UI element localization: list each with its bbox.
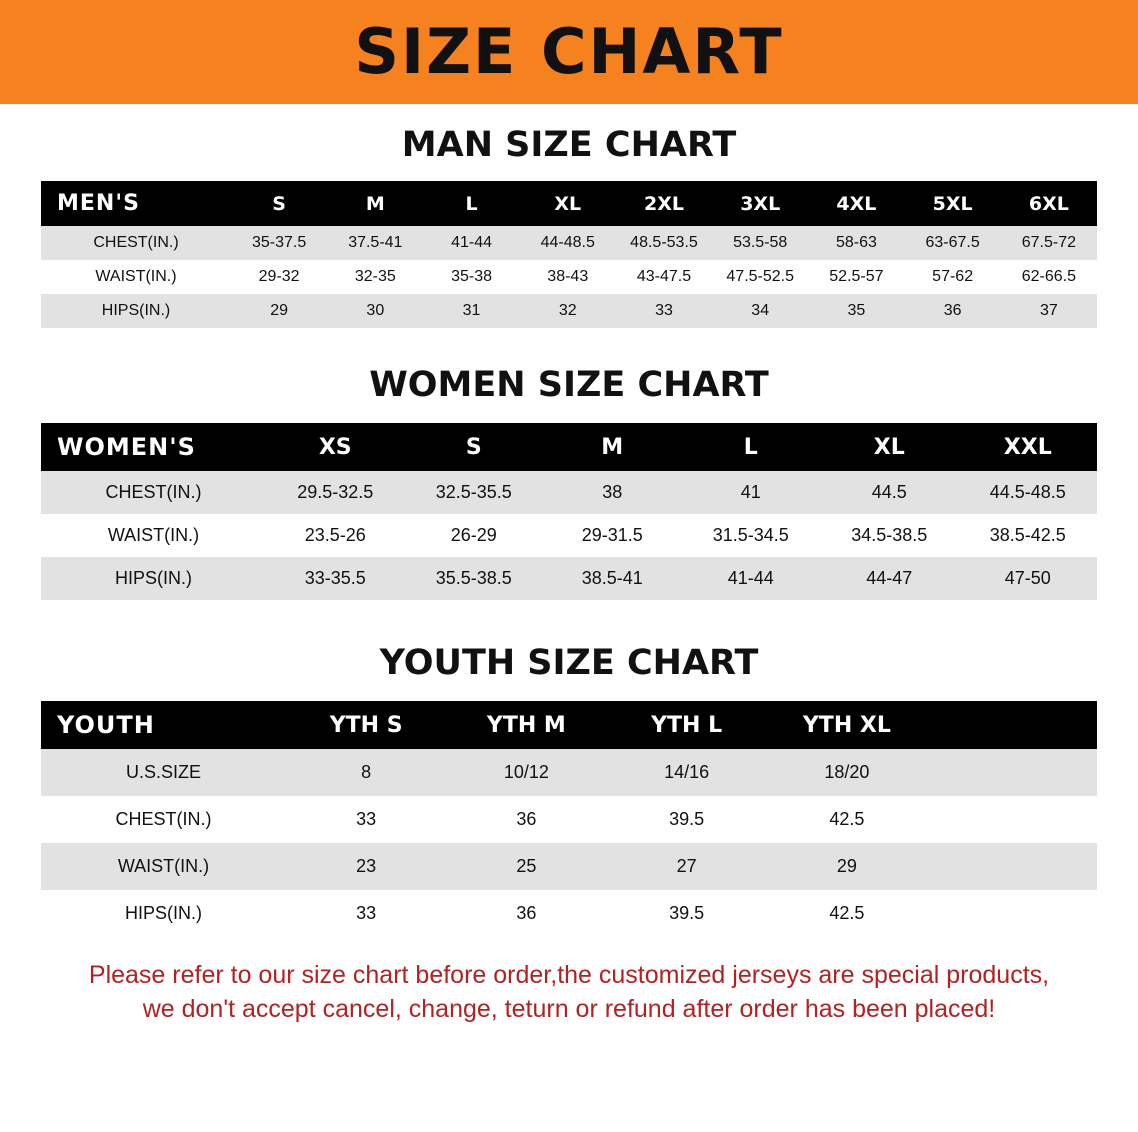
women-waist-5: 38.5-42.5 [959, 514, 1098, 557]
man-col-3: XL [520, 181, 616, 226]
youth-table-corner-label: YOUTH [41, 701, 286, 749]
man-col-2: L [423, 181, 519, 226]
man-col-1: M [327, 181, 423, 226]
youth-ussize-spacer [927, 749, 1097, 796]
table-header-row [41, 701, 1097, 749]
table-row [41, 557, 1097, 600]
youth-col-3: YTH XL [767, 701, 927, 749]
youth-row-label-ussize: U.S.SIZE [41, 749, 286, 796]
man-hips-1: 30 [327, 294, 423, 328]
man-chest-3: 44-48.5 [520, 226, 616, 260]
table-row [41, 260, 1097, 294]
man-waist-1: 32-35 [327, 260, 423, 294]
youth-hips-1: 36 [446, 890, 606, 937]
women-row-label-hips: HIPS(IN.) [41, 557, 266, 600]
page-title: SIZE CHART [354, 15, 784, 88]
man-chest-7: 63-67.5 [905, 226, 1001, 260]
women-table-header [41, 423, 1097, 471]
man-chest-2: 41-44 [423, 226, 519, 260]
man-waist-6: 52.5-57 [808, 260, 904, 294]
youth-row-label-chest: CHEST(IN.) [41, 796, 286, 843]
women-waist-4: 34.5-38.5 [820, 514, 959, 557]
man-waist-8: 62-66.5 [1001, 260, 1097, 294]
youth-size-table-wrapper [41, 701, 1097, 937]
youth-ussize-2: 14/16 [607, 749, 767, 796]
man-hips-3: 32 [520, 294, 616, 328]
women-chest-3: 41 [682, 471, 821, 514]
youth-chest-1: 36 [446, 796, 606, 843]
women-chest-4: 44.5 [820, 471, 959, 514]
man-waist-7: 57-62 [905, 260, 1001, 294]
women-section-heading: WOMEN SIZE CHART [369, 365, 769, 405]
women-row-label-chest: CHEST(IN.) [41, 471, 266, 514]
man-table-corner-label: MEN'S [41, 181, 231, 226]
man-chest-6: 58-63 [808, 226, 904, 260]
man-size-table-wrapper [41, 181, 1097, 328]
man-chest-8: 67.5-72 [1001, 226, 1097, 260]
youth-section-heading: YOUTH SIZE CHART [379, 643, 759, 683]
man-row-label-hips: HIPS(IN.) [41, 294, 231, 328]
women-chest-0: 29.5-32.5 [266, 471, 405, 514]
women-table-body [41, 471, 1097, 600]
youth-waist-0: 23 [286, 843, 446, 890]
youth-waist-3: 29 [767, 843, 927, 890]
women-hips-1: 35.5-38.5 [405, 557, 544, 600]
women-col-2: M [543, 423, 682, 471]
man-hips-5: 34 [712, 294, 808, 328]
youth-col-spacer [927, 701, 1097, 749]
table-header-row [41, 423, 1097, 471]
women-waist-1: 26-29 [405, 514, 544, 557]
table-row [41, 890, 1097, 937]
table-row [41, 226, 1097, 260]
women-hips-5: 47-50 [959, 557, 1098, 600]
women-col-1: S [405, 423, 544, 471]
youth-col-2: YTH L [607, 701, 767, 749]
disclaimer-line-1: Please refer to our size chart before order,the customized jerseys are special products, [88, 961, 1050, 989]
disclaimer-line-2: we don't accept cancel, change, teturn or refund after order has been placed! [142, 994, 996, 1023]
man-col-4: 2XL [616, 181, 712, 226]
man-col-5: 3XL [712, 181, 808, 226]
man-col-0: S [231, 181, 327, 226]
youth-col-0: YTH S [286, 701, 446, 749]
youth-waist-1: 25 [446, 843, 606, 890]
women-chest-1: 32.5-35.5 [405, 471, 544, 514]
women-hips-3: 41-44 [682, 557, 821, 600]
man-waist-5: 47.5-52.5 [712, 260, 808, 294]
man-waist-0: 29-32 [231, 260, 327, 294]
women-col-3: L [682, 423, 821, 471]
man-table-body [41, 226, 1097, 328]
man-section-heading: MAN SIZE CHART [401, 125, 737, 165]
youth-chest-2: 39.5 [607, 796, 767, 843]
women-waist-2: 29-31.5 [543, 514, 682, 557]
women-table-corner-label: WOMEN'S [41, 423, 266, 471]
women-size-table [41, 423, 1097, 600]
youth-hips-3: 42.5 [767, 890, 927, 937]
man-size-table [41, 181, 1097, 328]
man-row-label-waist: WAIST(IN.) [41, 260, 231, 294]
youth-hips-spacer [927, 890, 1097, 937]
youth-table-body [41, 749, 1097, 937]
women-size-table-wrapper [41, 423, 1097, 600]
man-chest-5: 53.5-58 [712, 226, 808, 260]
man-hips-8: 37 [1001, 294, 1097, 328]
man-table-header [41, 181, 1097, 226]
table-row [41, 796, 1097, 843]
youth-ussize-1: 10/12 [446, 749, 606, 796]
women-col-0: XS [266, 423, 405, 471]
youth-table-header [41, 701, 1097, 749]
women-col-5: XXL [959, 423, 1098, 471]
table-header-row [41, 181, 1097, 226]
women-hips-0: 33-35.5 [266, 557, 405, 600]
table-row [41, 843, 1097, 890]
youth-row-label-waist: WAIST(IN.) [41, 843, 286, 890]
man-col-7: 5XL [905, 181, 1001, 226]
youth-chest-spacer [927, 796, 1097, 843]
man-chest-1: 37.5-41 [327, 226, 423, 260]
youth-hips-0: 33 [286, 890, 446, 937]
man-chest-0: 35-37.5 [231, 226, 327, 260]
youth-waist-2: 27 [607, 843, 767, 890]
youth-waist-spacer [927, 843, 1097, 890]
women-chest-5: 44.5-48.5 [959, 471, 1098, 514]
women-row-label-waist: WAIST(IN.) [41, 514, 266, 557]
table-row [41, 294, 1097, 328]
youth-size-table [41, 701, 1097, 937]
man-hips-0: 29 [231, 294, 327, 328]
women-waist-3: 31.5-34.5 [682, 514, 821, 557]
youth-ussize-3: 18/20 [767, 749, 927, 796]
man-col-6: 4XL [808, 181, 904, 226]
man-chest-4: 48.5-53.5 [616, 226, 712, 260]
women-chest-2: 38 [543, 471, 682, 514]
youth-hips-2: 39.5 [607, 890, 767, 937]
man-col-8: 6XL [1001, 181, 1097, 226]
size-chart-banner [0, 0, 1138, 104]
youth-ussize-0: 8 [286, 749, 446, 796]
man-waist-4: 43-47.5 [616, 260, 712, 294]
man-hips-2: 31 [423, 294, 519, 328]
women-waist-0: 23.5-26 [266, 514, 405, 557]
youth-col-1: YTH M [446, 701, 606, 749]
size-chart-disclaimer [39, 959, 1099, 1027]
women-col-4: XL [820, 423, 959, 471]
man-hips-6: 35 [808, 294, 904, 328]
man-waist-3: 38-43 [520, 260, 616, 294]
youth-row-label-hips: HIPS(IN.) [41, 890, 286, 937]
table-row [41, 514, 1097, 557]
man-hips-7: 36 [905, 294, 1001, 328]
women-hips-4: 44-47 [820, 557, 959, 600]
man-waist-2: 35-38 [423, 260, 519, 294]
man-row-label-chest: CHEST(IN.) [41, 226, 231, 260]
table-row [41, 471, 1097, 514]
man-hips-4: 33 [616, 294, 712, 328]
table-row [41, 749, 1097, 796]
women-hips-2: 38.5-41 [543, 557, 682, 600]
youth-chest-3: 42.5 [767, 796, 927, 843]
youth-chest-0: 33 [286, 796, 446, 843]
